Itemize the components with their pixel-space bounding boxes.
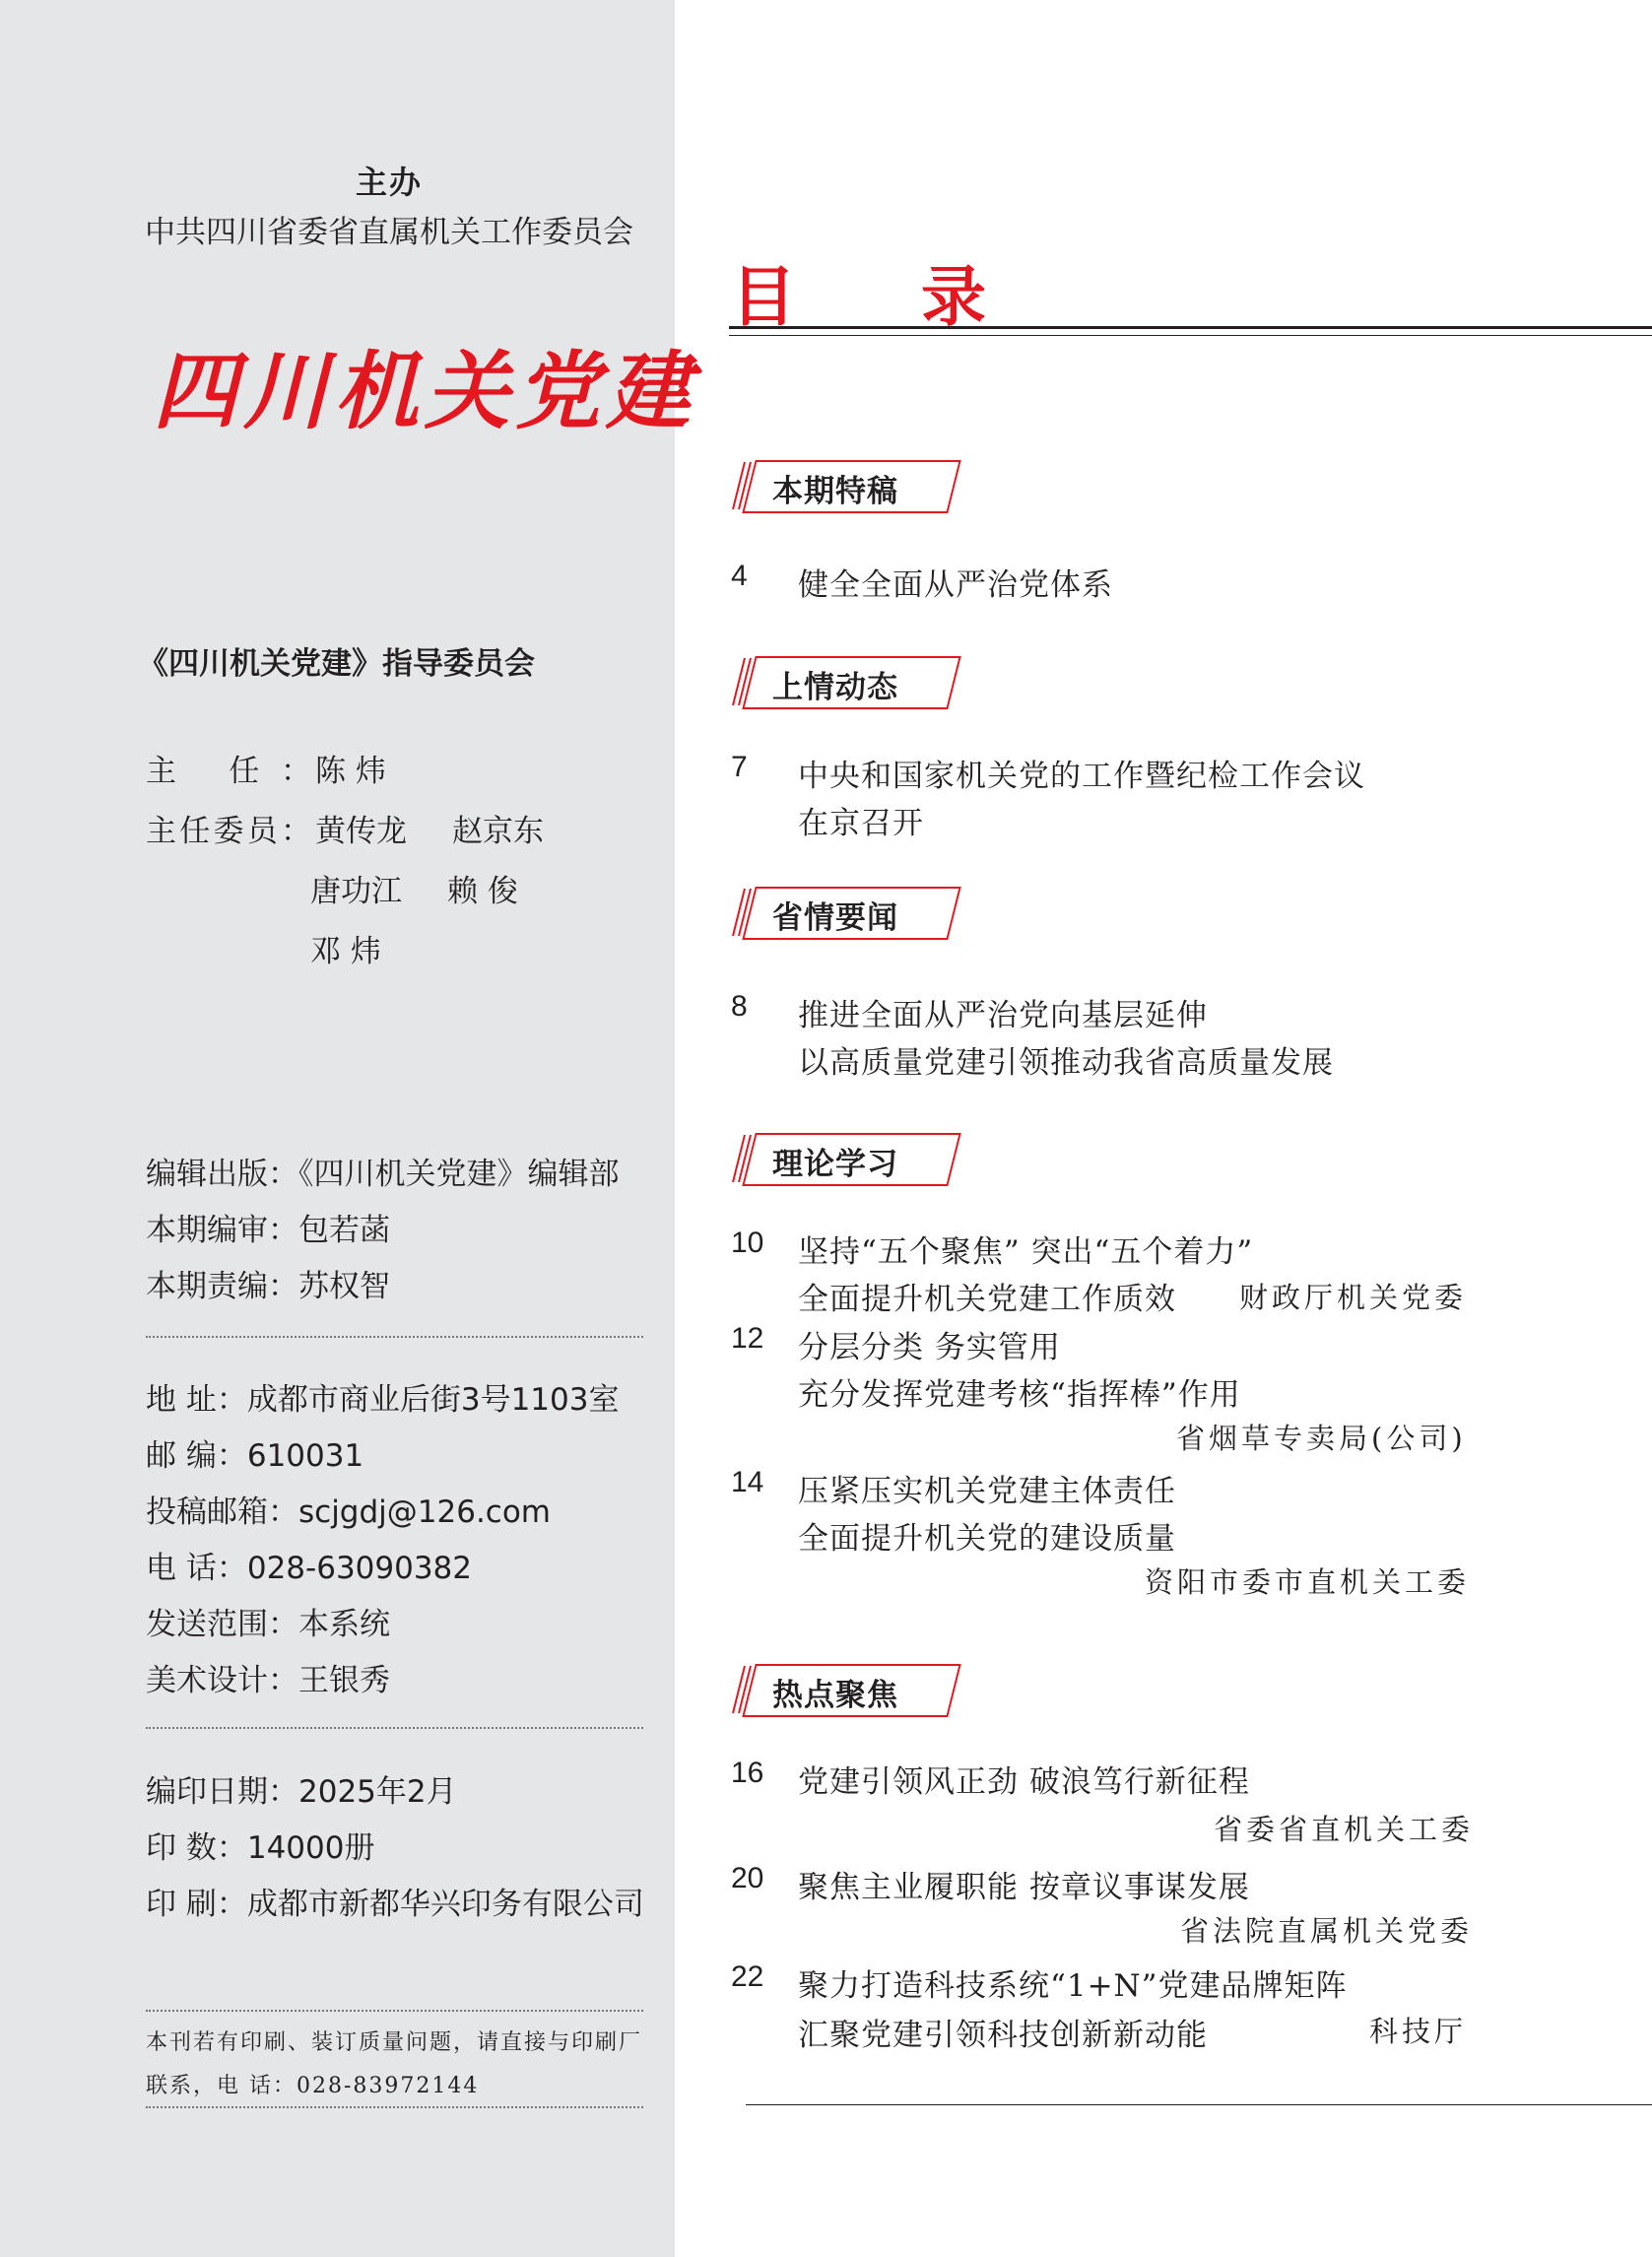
entry-title: 全面提升机关党的建设质量 (798, 1521, 1176, 1557)
member-name: 邓 炜 (310, 934, 381, 969)
section-label: 理论学习 (772, 1147, 898, 1182)
page-number: 12 (731, 1322, 764, 1355)
contact-value: 本系统 (298, 1607, 390, 1642)
contact-value: scjgdj@126.com (298, 1494, 552, 1530)
entry-author: 资阳市委市直机关工委 (1145, 1565, 1471, 1599)
divider (146, 2010, 643, 2012)
member-name: 黄传龙 (315, 814, 407, 849)
section-label: 上情动态 (772, 670, 898, 705)
entry-author: 省烟草专卖局(公司) (1176, 1422, 1467, 1455)
contact-value: 610031 (246, 1438, 364, 1474)
divider (146, 1727, 643, 1729)
publishing-label: 编辑出版： (146, 1157, 298, 1192)
divider (146, 1336, 643, 1338)
contact-label: 电 话： (146, 1551, 247, 1586)
section-label: 本期特稿 (772, 474, 898, 509)
member-name: 唐功江 (310, 874, 402, 909)
page-number: 16 (731, 1757, 764, 1789)
director-name: 陈 炜 (315, 754, 386, 789)
contact-label: 美术设计： (146, 1663, 298, 1698)
entry-title: 充分发挥党建考核“指挥棒”作用 (798, 1377, 1241, 1413)
contact-value: 王银秀 (298, 1663, 390, 1698)
contact-label: 地 址： (146, 1382, 247, 1418)
contact-label: 投稿邮箱： (146, 1494, 298, 1530)
printing-value: 2025年2月 (298, 1774, 457, 1810)
contact-value: 028-63090382 (246, 1551, 472, 1586)
director-label: 主 任： (146, 754, 311, 789)
committee-title: 《四川机关党建》指导委员会 (138, 646, 535, 682)
section-label: 热点聚焦 (772, 1678, 898, 1713)
page-number: 14 (731, 1466, 764, 1498)
publishing-value: 《四川机关党建》编辑部 (298, 1157, 620, 1192)
printing-row (146, 1879, 644, 1923)
printing-value: 成都市新都华兴印务有限公司 (246, 1887, 644, 1922)
entry-title: 党建引领风正劲 破浪笃行新征程 (798, 1764, 1250, 1800)
director-row (146, 746, 386, 790)
printing-row (146, 1766, 457, 1811)
toc-title: 目 录 (731, 259, 1037, 335)
sponsor-organization: 中共四川省委省直属机关工作委员会 (145, 215, 633, 250)
contact-row (146, 1655, 390, 1699)
title-rule (729, 335, 1652, 336)
printing-label: 印 数： (146, 1830, 247, 1866)
entry-title: 全面提升机关党建工作质效 (798, 1282, 1176, 1317)
masthead-panel (0, 0, 696, 2257)
contact-label: 邮 编： (146, 1438, 247, 1474)
contact-label: 发送范围： (146, 1607, 298, 1642)
publishing-row (146, 1261, 390, 1305)
contact-row (146, 1543, 472, 1587)
contact-row (146, 1599, 390, 1643)
members-row (310, 926, 381, 970)
page-number: 22 (731, 1960, 764, 1993)
publishing-label: 本期责编： (146, 1269, 298, 1304)
section-label: 省情要闻 (772, 900, 898, 936)
page-number: 4 (731, 560, 748, 592)
sponsor-label: 主办 (355, 164, 423, 201)
entry-title: 推进全面从严治党向基层延伸 (798, 998, 1208, 1033)
contact-row (146, 1374, 619, 1419)
publishing-row (146, 1205, 390, 1249)
entry-title: 以高质量党建引领推动我省高质量发展 (798, 1045, 1334, 1081)
printing-value: 14000册 (246, 1830, 375, 1866)
members-row (310, 866, 518, 910)
entry-author: 科技厅 (1369, 2015, 1468, 2048)
magazine-logo: 四川机关党建 (153, 342, 696, 441)
members-row (146, 806, 544, 850)
entry-title: 坚持“五个聚焦” 突出“五个着力” (798, 1234, 1254, 1270)
entry-title: 聚力打造科技系统“1+N”党建品牌矩阵 (798, 1968, 1348, 2004)
page-number: 20 (731, 1862, 764, 1894)
member-name: 赵京东 (452, 814, 544, 849)
page-number: 7 (731, 751, 748, 783)
title-rule (729, 326, 1652, 329)
entry-author: 省委省直机关工委 (1214, 1813, 1475, 1846)
publishing-value: 苏权智 (298, 1269, 390, 1304)
page-number: 8 (731, 990, 748, 1023)
contact-value: 成都市商业后街3号1103室 (246, 1382, 620, 1418)
entry-title: 压紧压实机关党建主体责任 (798, 1474, 1176, 1509)
entry-author: 财政厅机关党委 (1239, 1281, 1468, 1314)
print-quality-notice: 本刊若有印刷、装订质量问题，请直接与印刷厂联系，电 话：028-83972144 (146, 2030, 643, 2098)
entry-title: 健全全面从严治党体系 (798, 567, 1113, 603)
entry-title: 分层分类 务实管用 (798, 1330, 1061, 1365)
divider (146, 2106, 643, 2108)
entry-title: 在京召开 (798, 806, 924, 841)
publishing-value: 包若菡 (298, 1213, 390, 1248)
entry-author: 省法院直属机关党委 (1180, 1914, 1474, 1948)
bottom-rule (746, 2104, 1652, 2105)
contact-row (146, 1487, 551, 1531)
member-name: 赖 俊 (447, 874, 518, 909)
members-label: 主任委员： (146, 814, 311, 849)
contact-row (146, 1430, 363, 1475)
printing-row (146, 1823, 374, 1867)
publishing-label: 本期编审： (146, 1213, 298, 1248)
publishing-row (146, 1149, 620, 1193)
page-number: 10 (731, 1227, 764, 1259)
printing-label: 编印日期： (146, 1774, 298, 1810)
entry-title: 中央和国家机关党的工作暨纪检工作会议 (798, 759, 1365, 794)
entry-title: 聚焦主业履职能 按章议事谋发展 (798, 1870, 1250, 1905)
entry-title: 汇聚党建引领科技创新新动能 (798, 2018, 1208, 2053)
printing-label: 印 刷： (146, 1887, 247, 1922)
